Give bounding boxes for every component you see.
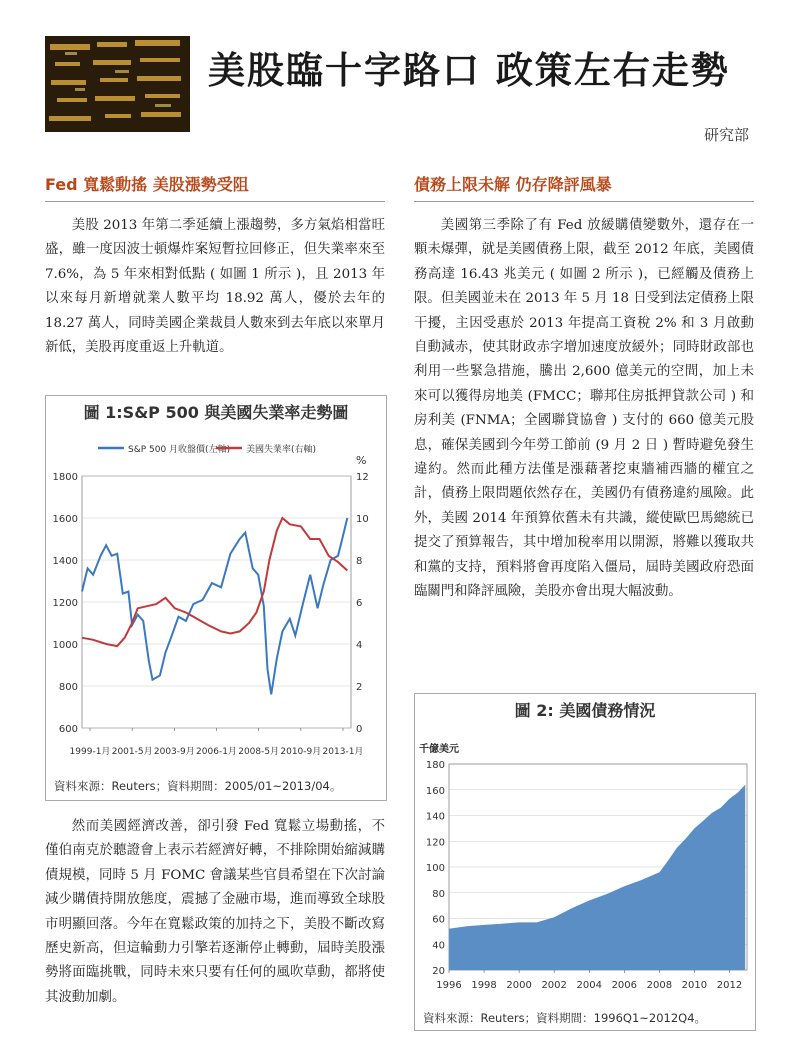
chart1-y-left-tick: 600 bbox=[58, 724, 78, 735]
chart2-title: 圖 2: 美國債務情況 bbox=[514, 701, 656, 720]
chart2-y-tick: 80 bbox=[432, 888, 445, 900]
chart2-y-tick: 160 bbox=[425, 785, 445, 797]
chart1-x-tick: 2006-1月 bbox=[196, 747, 237, 757]
left-paragraph-2: 然而美國經濟改善，卻引發 Fed 寬鬆立場動搖，不僅伯南克於聽證會上表示若經濟好轉，不排除開始縮減購債規模，同時 5 月 FOMC 會議某些官員希望在下次討論減少購債持開放態度，震撼了金融市場，進而導致全球股市明顯回落。今年在寬鬆政策的加持之下，美股不斷改寫歷史新高，但這輪動力引擎若逐漸停止轉動，屆時美股漲勢將面臨挑戰，同時未來只要有任何的風吹草動，都將使其波動加劇。 bbox=[45, 819, 385, 1005]
chart1-x-tick: 2001-5月 bbox=[111, 747, 153, 757]
left-column-bottom bbox=[45, 815, 385, 1010]
left-section-heading: Fed 寬鬆動搖 美股漲勢受阻 bbox=[45, 172, 385, 202]
chart2-x-tick: 1998 bbox=[471, 980, 497, 991]
article-title: 美股臨十字路口 政策左右走勢 bbox=[208, 49, 730, 92]
chart2-x-tick: 1996 bbox=[436, 980, 462, 991]
right-paragraph-1: 美國第三季除了有 Fed 放緩購債變數外，還存在一顆未爆彈，就是美國債務上限，截至 2012 年底，美國債務高達 16.43 兆美元 ( 如圖 2 所示 )，已經觸及債務上限。但美國並未在 2013 年 5 月 18 日受到法定債務上限干擾，主因受惠於 2013 年提高工資稅 2% 和 3 月啟動自動減赤，使其財政赤字增加速度放緩外；同時財政部也利用一些緊急措施，騰出 2,600 億美元的空間，加上未來可以獲得房地美 (FMCC；聯邦住房抵押貸款公司 ) 和房利美 (FNMA；全國聯貸協會 ) 支付的 660 億美元股息，確保美國到今年勞工節前 (9 月 2 日 ) 暫時避免發生違約。然而此種方法僅是漲藉著挖東牆補西牆的權宜之計，債務上限問題依然存在，美國仍有債務違約風險。此外，美國 2014 年預算依舊未有共識，縱使歐巴馬總統已提交了預算報告，其中增加稅率用以開源，將難以獲取共和黨的支持，預料將會再度陷入僵局，屆時美國政府恐面臨關門和降評風險，美股亦會出現大幅波動。 bbox=[414, 218, 754, 600]
chart2-y-tick: 20 bbox=[432, 966, 445, 977]
chart2-x-tick: 2010 bbox=[681, 980, 708, 991]
chart1-series-line-0 bbox=[82, 518, 347, 694]
chart2-y-tick: 40 bbox=[432, 940, 445, 952]
chart1-x-tick: 2003-9月 bbox=[153, 747, 195, 757]
chart2-y-tick: 180 bbox=[425, 760, 445, 771]
chart1-plot bbox=[46, 426, 386, 776]
chart1-y-right-tick: 12 bbox=[356, 472, 369, 483]
right-column bbox=[414, 172, 754, 605]
chart1-legend-label: 美國失業率(右軸) bbox=[246, 445, 317, 455]
chart1-x-tick: 1999-1月 bbox=[69, 747, 111, 757]
chart1-y-left-tick: 1400 bbox=[52, 556, 78, 567]
chart1-y-right-tick: 0 bbox=[356, 724, 363, 735]
chart2-box bbox=[414, 693, 756, 1031]
chart2-y-tick: 140 bbox=[425, 811, 445, 823]
chart1-title: 圖 1:S&P 500 與美國失業率走勢圖 bbox=[83, 403, 349, 422]
chart2-x-tick: 2008 bbox=[646, 980, 673, 991]
chart1-y-right-label: % bbox=[356, 454, 367, 467]
chart2-x-tick: 2006 bbox=[611, 980, 638, 991]
chart1-y-left-tick: 800 bbox=[58, 682, 78, 693]
chart1-x-tick: 2008-5月 bbox=[238, 747, 280, 757]
chart1-box bbox=[45, 395, 387, 801]
chart1-y-right-tick: 6 bbox=[356, 598, 363, 609]
left-column bbox=[45, 172, 385, 360]
chart2-y-tick: 120 bbox=[425, 837, 445, 849]
chart2-unit: 千億美元 bbox=[419, 744, 459, 755]
left-paragraph-1: 美股 2013 年第二季延續上漲趨勢，多方氣焰相當旺盛，雖一度因波士頓爆炸案短暫拉回修正，但失業率來至 7.6%，為 5 年來相對低點 ( 如圖 1 所示 )，且 2013 年以來每月新增就業人數平均 18.92 萬人，優於去年的 18.27 萬人，同時美國企業裁員人數來到去年底以來單月新低，美股再度重返上升軌道。 bbox=[45, 218, 385, 356]
chart1-y-left-tick: 1600 bbox=[52, 514, 78, 525]
chart2-x-tick: 2000 bbox=[506, 980, 532, 991]
chart1-y-right-tick: 4 bbox=[356, 640, 363, 651]
right-section-heading: 債務上限未解 仍存降評風暴 bbox=[414, 172, 754, 202]
chart1-y-left-tick: 1000 bbox=[52, 640, 78, 651]
chart1-y-left-tick: 1800 bbox=[52, 472, 78, 483]
chart2-x-tick: 2002 bbox=[541, 980, 567, 991]
chart1-x-tick: 2010-9月 bbox=[280, 747, 322, 757]
chart2-y-tick: 60 bbox=[432, 914, 445, 926]
chart1-y-right-tick: 2 bbox=[356, 682, 363, 693]
chart1-x-tick: 2013-1月 bbox=[322, 747, 364, 757]
chart2-x-tick: 2012 bbox=[716, 980, 743, 991]
chart1-source: 資料來源：Reuters；資料期間：2005/01~2013/04。 bbox=[54, 779, 342, 793]
chart2-source: 資料來源：Reuters；資料期間：1996Q1~2012Q4。 bbox=[423, 1011, 707, 1025]
chart2-area bbox=[449, 785, 745, 970]
department-label: 研究部 bbox=[703, 126, 749, 144]
chart2-x-tick: 2004 bbox=[576, 980, 602, 991]
chart1-y-right-tick: 10 bbox=[356, 514, 369, 525]
chart1-y-left-tick: 1200 bbox=[52, 598, 78, 609]
chart2-y-tick: 100 bbox=[425, 863, 445, 874]
chart1-legend-label: S&P 500 月收盤價(左軸) bbox=[128, 445, 231, 455]
chart2-plot bbox=[415, 754, 755, 1016]
chart1-y-right-tick: 8 bbox=[356, 556, 363, 567]
header-stock-image bbox=[45, 36, 190, 132]
